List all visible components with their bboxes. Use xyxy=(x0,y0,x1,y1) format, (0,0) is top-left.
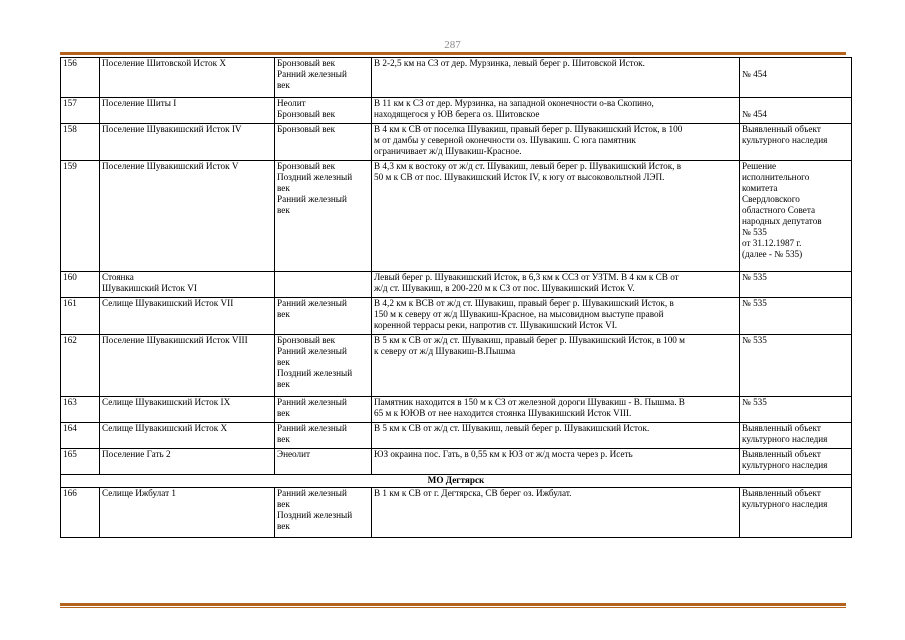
period-line: Ранний железный xyxy=(277,69,347,79)
protection-status-line: культурного наследия xyxy=(742,460,828,470)
protection-status-cell xyxy=(740,272,852,298)
footer-rule xyxy=(60,603,846,606)
row-number-cell: 159 xyxy=(61,161,100,272)
period-line: Энеолит xyxy=(277,449,311,459)
table-row xyxy=(61,423,852,449)
location-line: ж/д ст. Шувакиш, в 200-220 м к СЗ от пос. Шувакишский Исток V. xyxy=(374,283,635,293)
protection-status-line: культурного наследия xyxy=(742,499,828,509)
period-line: Ранний железный xyxy=(277,194,347,204)
protection-status-cell xyxy=(740,98,852,124)
monuments-table xyxy=(60,57,852,538)
table-row xyxy=(61,272,852,298)
row-number-cell: 166 xyxy=(61,488,100,538)
location-cell xyxy=(372,161,740,272)
monument-name-line: Поселение Шувакишский Исток VIII xyxy=(102,335,248,345)
period-cell xyxy=(275,272,372,298)
protection-status-line: областного Совета xyxy=(742,205,816,215)
location-line: м от дамбы у северной оконечности оз. Шувакиш. С юга памятник xyxy=(374,135,636,145)
period-cell xyxy=(275,298,372,335)
protection-status-cell xyxy=(740,488,852,538)
protection-status-line: № 535 xyxy=(742,227,767,237)
period-line: Поздний железный xyxy=(277,368,353,378)
protection-status-cell xyxy=(740,397,852,423)
period-line: Бронзовый век xyxy=(277,58,336,68)
row-number-cell: 163 xyxy=(61,397,100,423)
period-line: Бронзовый век xyxy=(277,124,336,134)
protection-status-cell xyxy=(740,124,852,161)
period-line: Бронзовый век xyxy=(277,109,336,119)
location-cell xyxy=(372,272,740,298)
period-cell xyxy=(275,397,372,423)
protection-status-cell xyxy=(740,161,852,272)
protection-status-cell xyxy=(740,58,852,98)
protection-status-line: № 535 xyxy=(742,272,767,282)
protection-status-line: народных депутатов xyxy=(742,216,822,226)
location-cell xyxy=(372,335,740,397)
period-line xyxy=(277,272,369,283)
monument-name-cell xyxy=(100,397,275,423)
header-rule xyxy=(60,52,846,55)
monument-name-line: Селище Шувакишский Исток X xyxy=(102,423,228,433)
location-cell xyxy=(372,488,740,538)
protection-status-line: № 454 xyxy=(742,69,767,79)
monument-name-cell xyxy=(100,161,275,272)
location-line: В 5 км к СВ от ж/д ст. Шувакиш, правый берег р. Шувакишский Исток, в 100 м xyxy=(374,335,685,345)
location-line: В 1 км к СВ от г. Дегтярска, СВ берег оз. Ижбулат. xyxy=(374,488,572,498)
period-cell xyxy=(275,124,372,161)
table-row xyxy=(61,98,852,124)
monument-name-cell xyxy=(100,423,275,449)
protection-status-line: Решение xyxy=(742,161,777,171)
protection-status-line xyxy=(742,98,849,109)
row-number-cell: 158 xyxy=(61,124,100,161)
monument-name-line: Селище Шувакишский Исток IX xyxy=(102,397,231,407)
location-line: 150 м к северу от ж/д Шувакиш-Красное, на мысовидном выступе правой xyxy=(374,309,664,319)
row-number-cell: 161 xyxy=(61,298,100,335)
row-number-cell: 164 xyxy=(61,423,100,449)
monument-name-cell xyxy=(100,298,275,335)
footer-rule-thin xyxy=(60,607,846,608)
protection-status-line: Выявленный объект xyxy=(742,124,821,134)
protection-status-cell xyxy=(740,335,852,397)
protection-status-line: № 454 xyxy=(742,109,767,119)
period-line: век xyxy=(277,499,290,509)
protection-status-line: от 31.12.1987 г. xyxy=(742,238,802,248)
row-number-cell: 157 xyxy=(61,98,100,124)
monument-name-line: Стоянка xyxy=(102,272,134,282)
period-line: Ранний железный xyxy=(277,488,347,498)
period-cell xyxy=(275,449,372,475)
period-cell xyxy=(275,58,372,98)
protection-status-line: № 535 xyxy=(742,298,767,308)
monument-name-line: Поселение Гать 2 xyxy=(102,449,171,459)
protection-status-line: культурного наследия xyxy=(742,135,828,145)
location-line: ЮЗ окраина пос. Гать, в 0,55 км к ЮЗ от ж/д моста через р. Исеть xyxy=(374,449,633,459)
period-line: век xyxy=(277,357,290,367)
table-row xyxy=(61,161,852,272)
period-line: Бронзовый век xyxy=(277,161,336,171)
location-cell xyxy=(372,449,740,475)
location-cell xyxy=(372,124,740,161)
location-line: В 4,3 км к востоку от ж/д ст. Шувакиш, левый берег р. Шувакишский Исток, в xyxy=(374,161,682,171)
protection-status-line: Свердловского xyxy=(742,194,800,204)
table-body xyxy=(61,58,852,475)
period-line: век xyxy=(277,309,290,319)
section-body xyxy=(61,475,852,488)
period-line: Поздний железный xyxy=(277,172,353,182)
monument-name-cell xyxy=(100,58,275,98)
period-cell xyxy=(275,161,372,272)
location-line: Памятник находится в 150 м к СЗ от железной дороги Шувакиш - В. Пышма. В xyxy=(374,397,685,407)
monument-name-cell xyxy=(100,98,275,124)
table-row xyxy=(61,488,852,538)
period-cell xyxy=(275,98,372,124)
protection-status-cell xyxy=(740,449,852,475)
table-body-after xyxy=(61,488,852,538)
period-line: век xyxy=(277,205,290,215)
location-cell xyxy=(372,298,740,335)
monument-name-cell xyxy=(100,335,275,397)
monument-name-line: Селище Шувакишский Исток VII xyxy=(102,298,234,308)
monument-name-line: Поселение Шитовской Исток X xyxy=(102,58,227,68)
monument-name-line: Шувакишский Исток VI xyxy=(102,283,197,293)
table-row xyxy=(61,397,852,423)
period-line: Неолит xyxy=(277,98,306,108)
table-row xyxy=(61,335,852,397)
location-line: к северу от ж/д Шувакиш-В.Пышма xyxy=(374,346,516,356)
period-line: Поздний железный xyxy=(277,510,353,520)
protection-status-line: (далее - № 535) xyxy=(742,249,803,259)
protection-status-line: Выявленный объект xyxy=(742,423,821,433)
period-line: Ранний железный xyxy=(277,397,347,407)
table-row xyxy=(61,58,852,98)
protection-status-line xyxy=(742,58,849,69)
row-number-cell: 162 xyxy=(61,335,100,397)
location-cell xyxy=(372,98,740,124)
row-number-cell: 160 xyxy=(61,272,100,298)
monument-name-cell xyxy=(100,449,275,475)
location-cell xyxy=(372,423,740,449)
period-cell xyxy=(275,423,372,449)
protection-status-cell xyxy=(740,423,852,449)
location-line: В 4 км к СВ от поселка Шувакиш, правый берег р. Шувакишский Исток, в 100 xyxy=(374,124,683,134)
protection-status-line: Выявленный объект xyxy=(742,449,821,459)
location-line: В 11 км к СЗ от дер. Мурзинка, на западной оконечности о-ва Скопино, xyxy=(374,98,654,108)
period-line: Ранний железный xyxy=(277,298,347,308)
period-line: Бронзовый век xyxy=(277,335,336,345)
section-title: МО Дегтярск xyxy=(61,475,852,488)
monument-name-cell xyxy=(100,124,275,161)
row-number-cell: 156 xyxy=(61,58,100,98)
row-number-cell: 165 xyxy=(61,449,100,475)
table-row xyxy=(61,298,852,335)
period-line: век xyxy=(277,379,290,389)
table-row xyxy=(61,449,852,475)
period-line: век xyxy=(277,408,290,418)
location-line: В 5 км к СВ от ж/д ст. Шувакиш, левый берег р. Шувакишский Исток. xyxy=(374,423,650,433)
monument-name-line: Поселение Шиты I xyxy=(102,98,177,108)
table-row xyxy=(61,124,852,161)
protection-status-line: культурного наследия xyxy=(742,434,828,444)
period-line: век xyxy=(277,183,290,193)
protection-status-cell xyxy=(740,298,852,335)
location-line: 65 м к ЮЮВ от нее находится стоянка Шувакишский Исток VIII. xyxy=(374,408,632,418)
protection-status-line: № 535 xyxy=(742,335,767,345)
monument-name-line: Поселение Шувакишский Исток IV xyxy=(102,124,242,134)
monument-name-cell xyxy=(100,272,275,298)
period-line: век xyxy=(277,80,290,90)
location-cell xyxy=(372,58,740,98)
monument-name-cell xyxy=(100,488,275,538)
location-line: находящегося у ЮВ берега оз. Шитовское xyxy=(374,109,540,119)
location-line: В 4,2 км к ВСВ от ж/д ст. Шувакиш, правый берег р. Шувакишский Исток, в xyxy=(374,298,674,308)
location-line: 50 м к СВ от пос. Шувакишский Исток IV, к югу от высоковольтной ЛЭП. xyxy=(374,172,665,182)
location-line: коренной террасы реки, напротив ст. Шувакишский Исток VI. xyxy=(374,320,618,330)
period-line: век xyxy=(277,434,290,444)
location-cell xyxy=(372,397,740,423)
protection-status-line: комитета xyxy=(742,183,778,193)
period-cell xyxy=(275,488,372,538)
location-line: В 2-2,5 км на СЗ от дер. Мурзинка, левый берег р. Шитовской Исток. xyxy=(374,58,645,68)
page-number: 287 xyxy=(444,39,461,51)
location-line: Левый берег р. Шувакишский Исток, в 6,3 км к ССЗ от УЗТМ. В 4 км к СВ от xyxy=(374,272,679,282)
protection-status-line: № 535 xyxy=(742,397,767,407)
monument-name-line: Селище Ижбулат 1 xyxy=(102,488,176,498)
period-line: Ранний железный xyxy=(277,423,347,433)
period-line: век xyxy=(277,521,290,531)
location-line: ограничивает ж/д Шувакиш-Красное. xyxy=(374,146,522,156)
section-row xyxy=(61,475,852,488)
protection-status-line: Выявленный объект xyxy=(742,488,821,498)
period-cell xyxy=(275,335,372,397)
period-line: Ранний железный xyxy=(277,346,347,356)
protection-status-line: исполнительного xyxy=(742,172,810,182)
monument-name-line: Поселение Шувакишский Исток V xyxy=(102,161,239,171)
